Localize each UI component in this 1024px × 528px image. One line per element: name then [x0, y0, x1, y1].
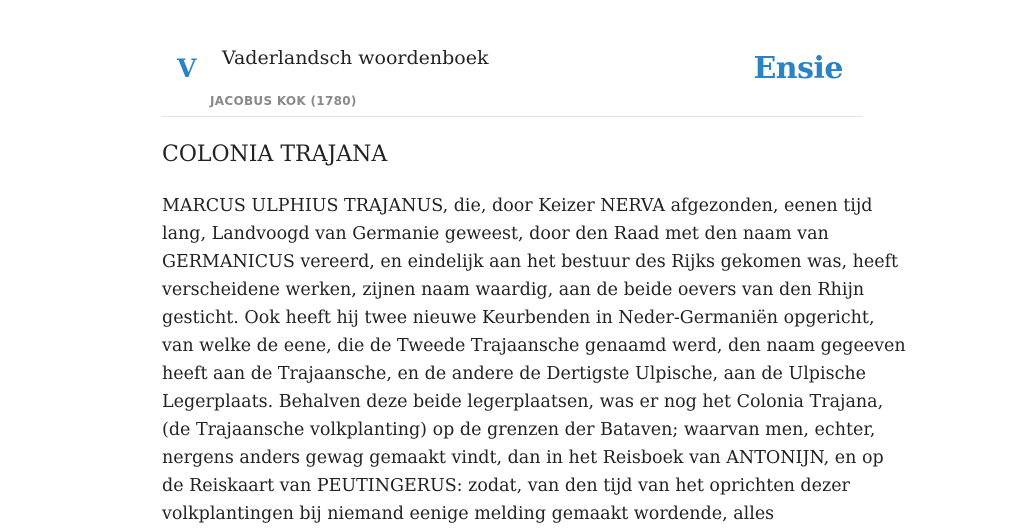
- index-letter[interactable]: V: [177, 54, 197, 83]
- entry-line: volkplantingen bij niemand eenige melding gemaakt wordende, alles: [162, 504, 775, 524]
- entry-line: gesticht. Ook heeft hij twee nieuwe Keurbenden in Neder-Germaniën opgericht,: [162, 308, 875, 328]
- brand-logo[interactable]: Ensie: [753, 51, 843, 86]
- entry-line: van welke de eene, die de Tweede Trajaansche genaamd werd, den naam gegeeven: [162, 336, 906, 356]
- entry-line: (de Trajaansche volkplanting) op de grenzen der Bataven; waarvan men, echter,: [162, 420, 876, 440]
- entry-line: nergens anders gewag gemaakt vindt, dan in het Reisboek van ANTONIJN, en op: [162, 448, 884, 468]
- book-header: [162, 0, 862, 117]
- book-title[interactable]: Vaderlandsch woordenboek: [222, 47, 489, 69]
- entry-line: Legerplaats. Behalven deze beide legerplaatsen, was er nog het Colonia Trajana,: [162, 392, 884, 412]
- entry-line: GERMANICUS vereerd, en eindelijk aan het bestuur des Rijks gekomen was, heeft: [162, 252, 899, 272]
- entry-line: heeft aan de Trajaansche, en de andere de Dertigste Ulpische, aan de Ulpische: [162, 364, 866, 384]
- entry-title: COLONIA TRAJANA: [162, 142, 388, 167]
- entry-line: MARCUS ULPHIUS TRAJANUS, die, door Keizer NERVA afgezonden, eenen tijd: [162, 196, 873, 216]
- entry-line: de Reiskaart van PEUTINGERUS: zodat, van den tijd van het oprichten dezer: [162, 476, 850, 496]
- entry-line: lang, Landvoogd van Germanie geweest, door den Raad met den naam van: [162, 224, 829, 244]
- book-author: JACOBUS KOK (1780): [210, 94, 357, 108]
- entry-body: [162, 192, 906, 528]
- entry-line: verscheidene werken, zijnen naam waardig, aan de beide oevers van den Rhijn: [162, 280, 865, 300]
